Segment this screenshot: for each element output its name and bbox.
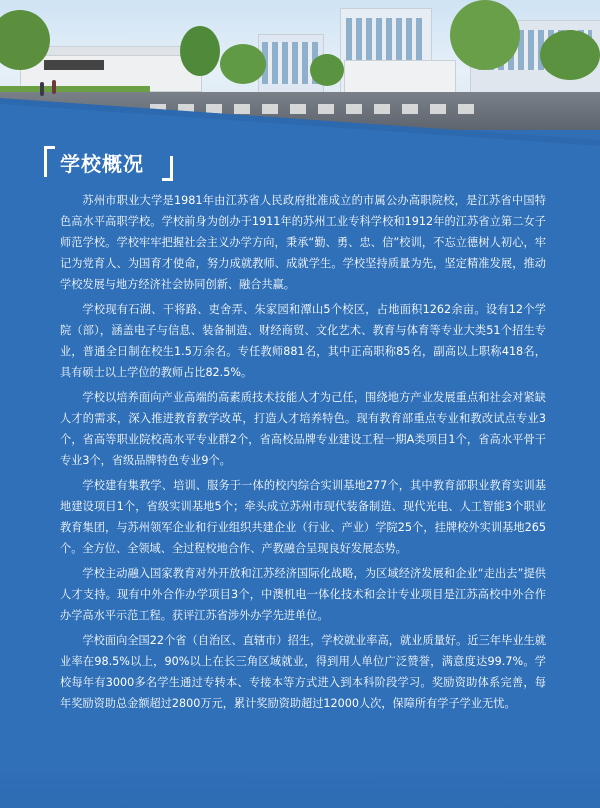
bottom-fade (0, 768, 600, 808)
paragraph: 学校建有集教学、培训、服务于一体的校内综合实训基地277个，其中教育部职业教育实训基地建设项目1个，省级实训基地5个；牵头成立苏州市现代装备制造、现代光电、人工智能3个职业教育集团，与苏州领军企业和行业组织共建企业（行业、产业）学院25个，挂牌校外实训基地265个。全方位、全领域、全过程校地合作、产教融合呈现良好发展态势。 (60, 479, 546, 555)
paragraph: 学校现有石湖、干将路、吏舍弄、朱家园和潭山5个校区，占地面积1262余亩。设有12个学院（部），涵盖电子与信息、装备制造、财经商贸、文化艺术、教育与体育等专业大类51个招生专业，普通全日制在校生1.5万余名。专任教师881名，其中正高职称85名，副高以上职称418名，具有硕士以上学位的教师占比82.5%。 (60, 303, 546, 379)
title-bracket-right (162, 156, 173, 181)
paragraph: 学校面向全国22个省（自治区、直辖市）招生，学校就业率高，就业质量好。近三年毕业生就业率在98.5%以上，90%以上在长三角区域就业，得到用人单位广泛赞誉，满意度达99.7%。学校每年有3000多名学生通过专转本、专接本等方式进入到本科阶段学习。奖励资助体系完善，每年奖励资助总金额超过2800万元，累计奖励资助超过12000人次，保障所有学子学业无忧。 (60, 634, 546, 710)
paragraph: 学校主动融入国家教育对外开放和江苏经济国际化战略，为区域经济发展和企业“走出去”提供人才支持。现有中外合作办学项目3个，中澳机电一体化技术和会计专业项目是江苏高校中外合作办学高水平示范工程。获评江苏省涉外办学先进单位。 (60, 567, 546, 622)
body-text (60, 190, 546, 718)
paragraph: 学校以培养面向产业高端的高素质技术技能人才为己任，围绕地方产业发展重点和社会对紧缺人才的需求，深入推进教育教学改革，打造人才培养特色。现有教育部重点专业和教改试点专业3个，省高等职业院校高水平专业群2个，省高校品牌专业建设工程一期A类项目1个，省高水平骨干专业3个，省级品牌特色专业9个。 (60, 391, 546, 467)
section-title: 学校概况 (60, 152, 144, 176)
title-bracket-left (44, 146, 55, 177)
paragraph: 苏州市职业大学是1981年由江苏省人民政府批准成立的市属公办高职院校，是江苏省中国特色高水平高职学校。学校前身为创办于1911年的苏州工业专科学校和1912年的江苏省立第二女子师范学校。学校牢牢把握社会主义办学方向，秉承“勤、勇、忠、信”校训，不忘立德树人初心，牢记为党育人、为国育才使命，努力成就教师、成就学生。学校坚持质量为先，坚定精准发展，推动学校发展与地方经济社会协同创新、融合共赢。 (60, 194, 546, 291)
